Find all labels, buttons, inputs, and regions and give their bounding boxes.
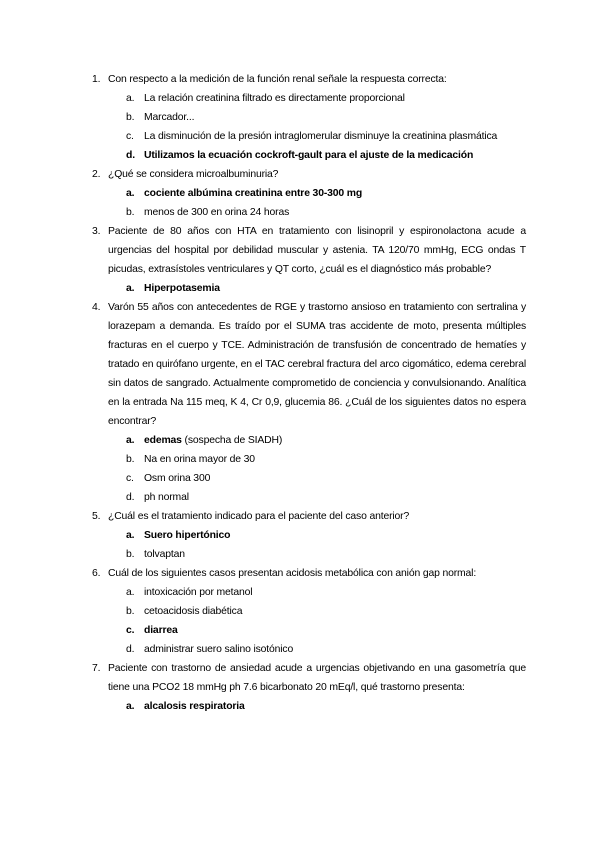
option-letter: b. [126,606,135,617]
option-text-wrap [144,184,526,203]
question-3 [0,222,600,298]
question-stem: Con respecto a la medición de la función renal señale la respuesta correcta: [108,74,447,85]
question-stem: ¿Cuál es el tratamiento indicado para el paciente del caso anterior? [108,511,410,522]
question-4 [0,298,600,507]
option-text: La relación creatinina filtrado es directamente proporcional [144,93,405,104]
option-text-wrap [144,279,526,298]
question-number: 2. [92,169,101,180]
question-number: 6. [92,568,101,579]
option-text-wrap [144,146,526,165]
option-text-wrap [144,450,526,469]
answer-option-b [0,602,600,621]
option-text: Marcador... [144,112,195,123]
option-text-wrap [144,545,526,564]
option-text: diarrea [144,625,178,636]
question-header [0,564,600,583]
question-number: 7. [92,663,101,674]
option-letter: d. [126,150,135,161]
option-letter: a. [126,283,135,294]
answer-option-b [0,545,600,564]
question-5 [0,507,600,564]
option-letter: c. [126,473,134,484]
option-text: Suero hipertónico [144,530,231,541]
option-text: administrar suero salino isotónico [144,644,294,655]
option-text-wrap [144,203,526,222]
option-letter: b. [126,112,135,123]
option-text-wrap [144,431,526,450]
option-text-wrap [144,108,526,127]
question-7 [0,659,600,716]
option-text: intoxicación por metanol [144,587,253,598]
question-number: 1. [92,74,101,85]
question-number: 4. [92,302,101,313]
question-header [0,659,600,697]
option-text-wrap [144,621,526,640]
answer-option-c [0,621,600,640]
option-letter: b. [126,549,135,560]
question-header [0,165,600,184]
option-text: Utilizamos la ecuación cockroft-gault para el ajuste de la medicación [144,150,474,161]
option-text-wrap [144,89,526,108]
answer-option-d [0,146,600,165]
question-header [0,298,600,431]
question-stem: ¿Qué se considera microalbuminuria? [108,169,279,180]
answer-option-a [0,583,600,602]
option-text-wrap [144,526,526,545]
option-letter: d. [126,644,135,655]
option-text-wrap [144,602,526,621]
question-header [0,507,600,526]
option-letter: c. [126,625,135,636]
option-text: tolvaptan [144,549,185,560]
answer-option-a [0,431,600,450]
option-text: Osm orina 300 [144,473,211,484]
option-letter: a. [126,587,135,598]
option-text-wrap [144,469,526,488]
option-letter: a. [126,93,135,104]
option-text-wrap [144,697,526,716]
option-text-wrap [144,488,526,507]
option-letter: c. [126,131,134,142]
answer-option-d [0,488,600,507]
answer-option-a [0,279,600,298]
answer-option-a [0,184,600,203]
question-1 [0,70,600,165]
option-letter: a. [126,188,135,199]
answer-option-b [0,203,600,222]
option-text: Na en orina mayor de 30 [144,454,255,465]
option-text-wrap [144,127,526,146]
question-stem: Paciente de 80 años con HTA en tratamiento con lisinopril y espironolactona acude a urgencias del hospital por debilidad muscular y astenia. TA 120/70 mmHg, ECG ondas T picudas, extrasístoles ventriculares y QT corto, ¿cuál es el diagnóstico más probable? [108,226,526,275]
question-header [0,222,600,279]
option-text: ph normal [144,492,189,503]
option-text-wrap [144,640,526,659]
question-6 [0,564,600,659]
option-letter: a. [126,701,135,712]
answer-option-c [0,127,600,146]
question-2 [0,165,600,222]
option-letter: b. [126,207,135,218]
question-number: 3. [92,226,101,237]
option-text: La disminución de la presión intraglomerular disminuye la creatinina plasmática [144,131,498,142]
question-header [0,70,600,89]
answer-option-c [0,469,600,488]
option-text: menos de 300 en orina 24 horas [144,207,290,218]
option-text: Hiperpotasemia [144,283,220,294]
answer-option-a [0,697,600,716]
answer-option-d [0,640,600,659]
option-text-wrap [144,583,526,602]
option-text: cociente albúmina creatinina entre 30-300 mg [144,188,363,199]
answer-option-a [0,89,600,108]
answer-option-b [0,108,600,127]
option-text: cetoacidosis diabética [144,606,243,617]
answer-option-a [0,526,600,545]
option-text: alcalosis respiratoria [144,701,245,712]
option-letter: d. [126,492,135,503]
question-number: 5. [92,511,101,522]
question-stem: Cuál de los siguientes casos presentan acidosis metabólica con anión gap normal: [108,568,477,579]
option-letter: b. [126,454,135,465]
question-list [0,70,600,716]
answer-option-b [0,450,600,469]
question-stem: Paciente con trastorno de ansiedad acude a urgencias objetivando en una gasometría que tiene una PCO2 18 mmHg ph 7.6 bicarbonato 20 mEq/l, qué trastorno presenta: [108,663,526,693]
question-stem: Varón 55 años con antecedentes de RGE y trastorno ansioso en tratamiento con sertralina y lorazepam a demanda. Es traído por el SUMA tras accidente de moto, presenta múltiples fracturas en el cuerpo y TCE. Administración de transfusión de concentrado de hematíes y tratado en quirófano urgente, en el TAC cerebral fractura del arco cigomático, edema cerebral sin datos de sangrado. Actualmente comprometido de conciencia y convulsionando. Analítica en la entrada Na 115 meq, K 4, Cr 0,9, glucemia 86. ¿Cuál de los siguientes datos no espera encontrar? [108,302,526,427]
option-note: (sospecha de SIADH) [181,435,283,446]
option-letter: a. [126,530,135,541]
option-letter: a. [126,435,135,446]
option-text: edemas [144,435,182,446]
